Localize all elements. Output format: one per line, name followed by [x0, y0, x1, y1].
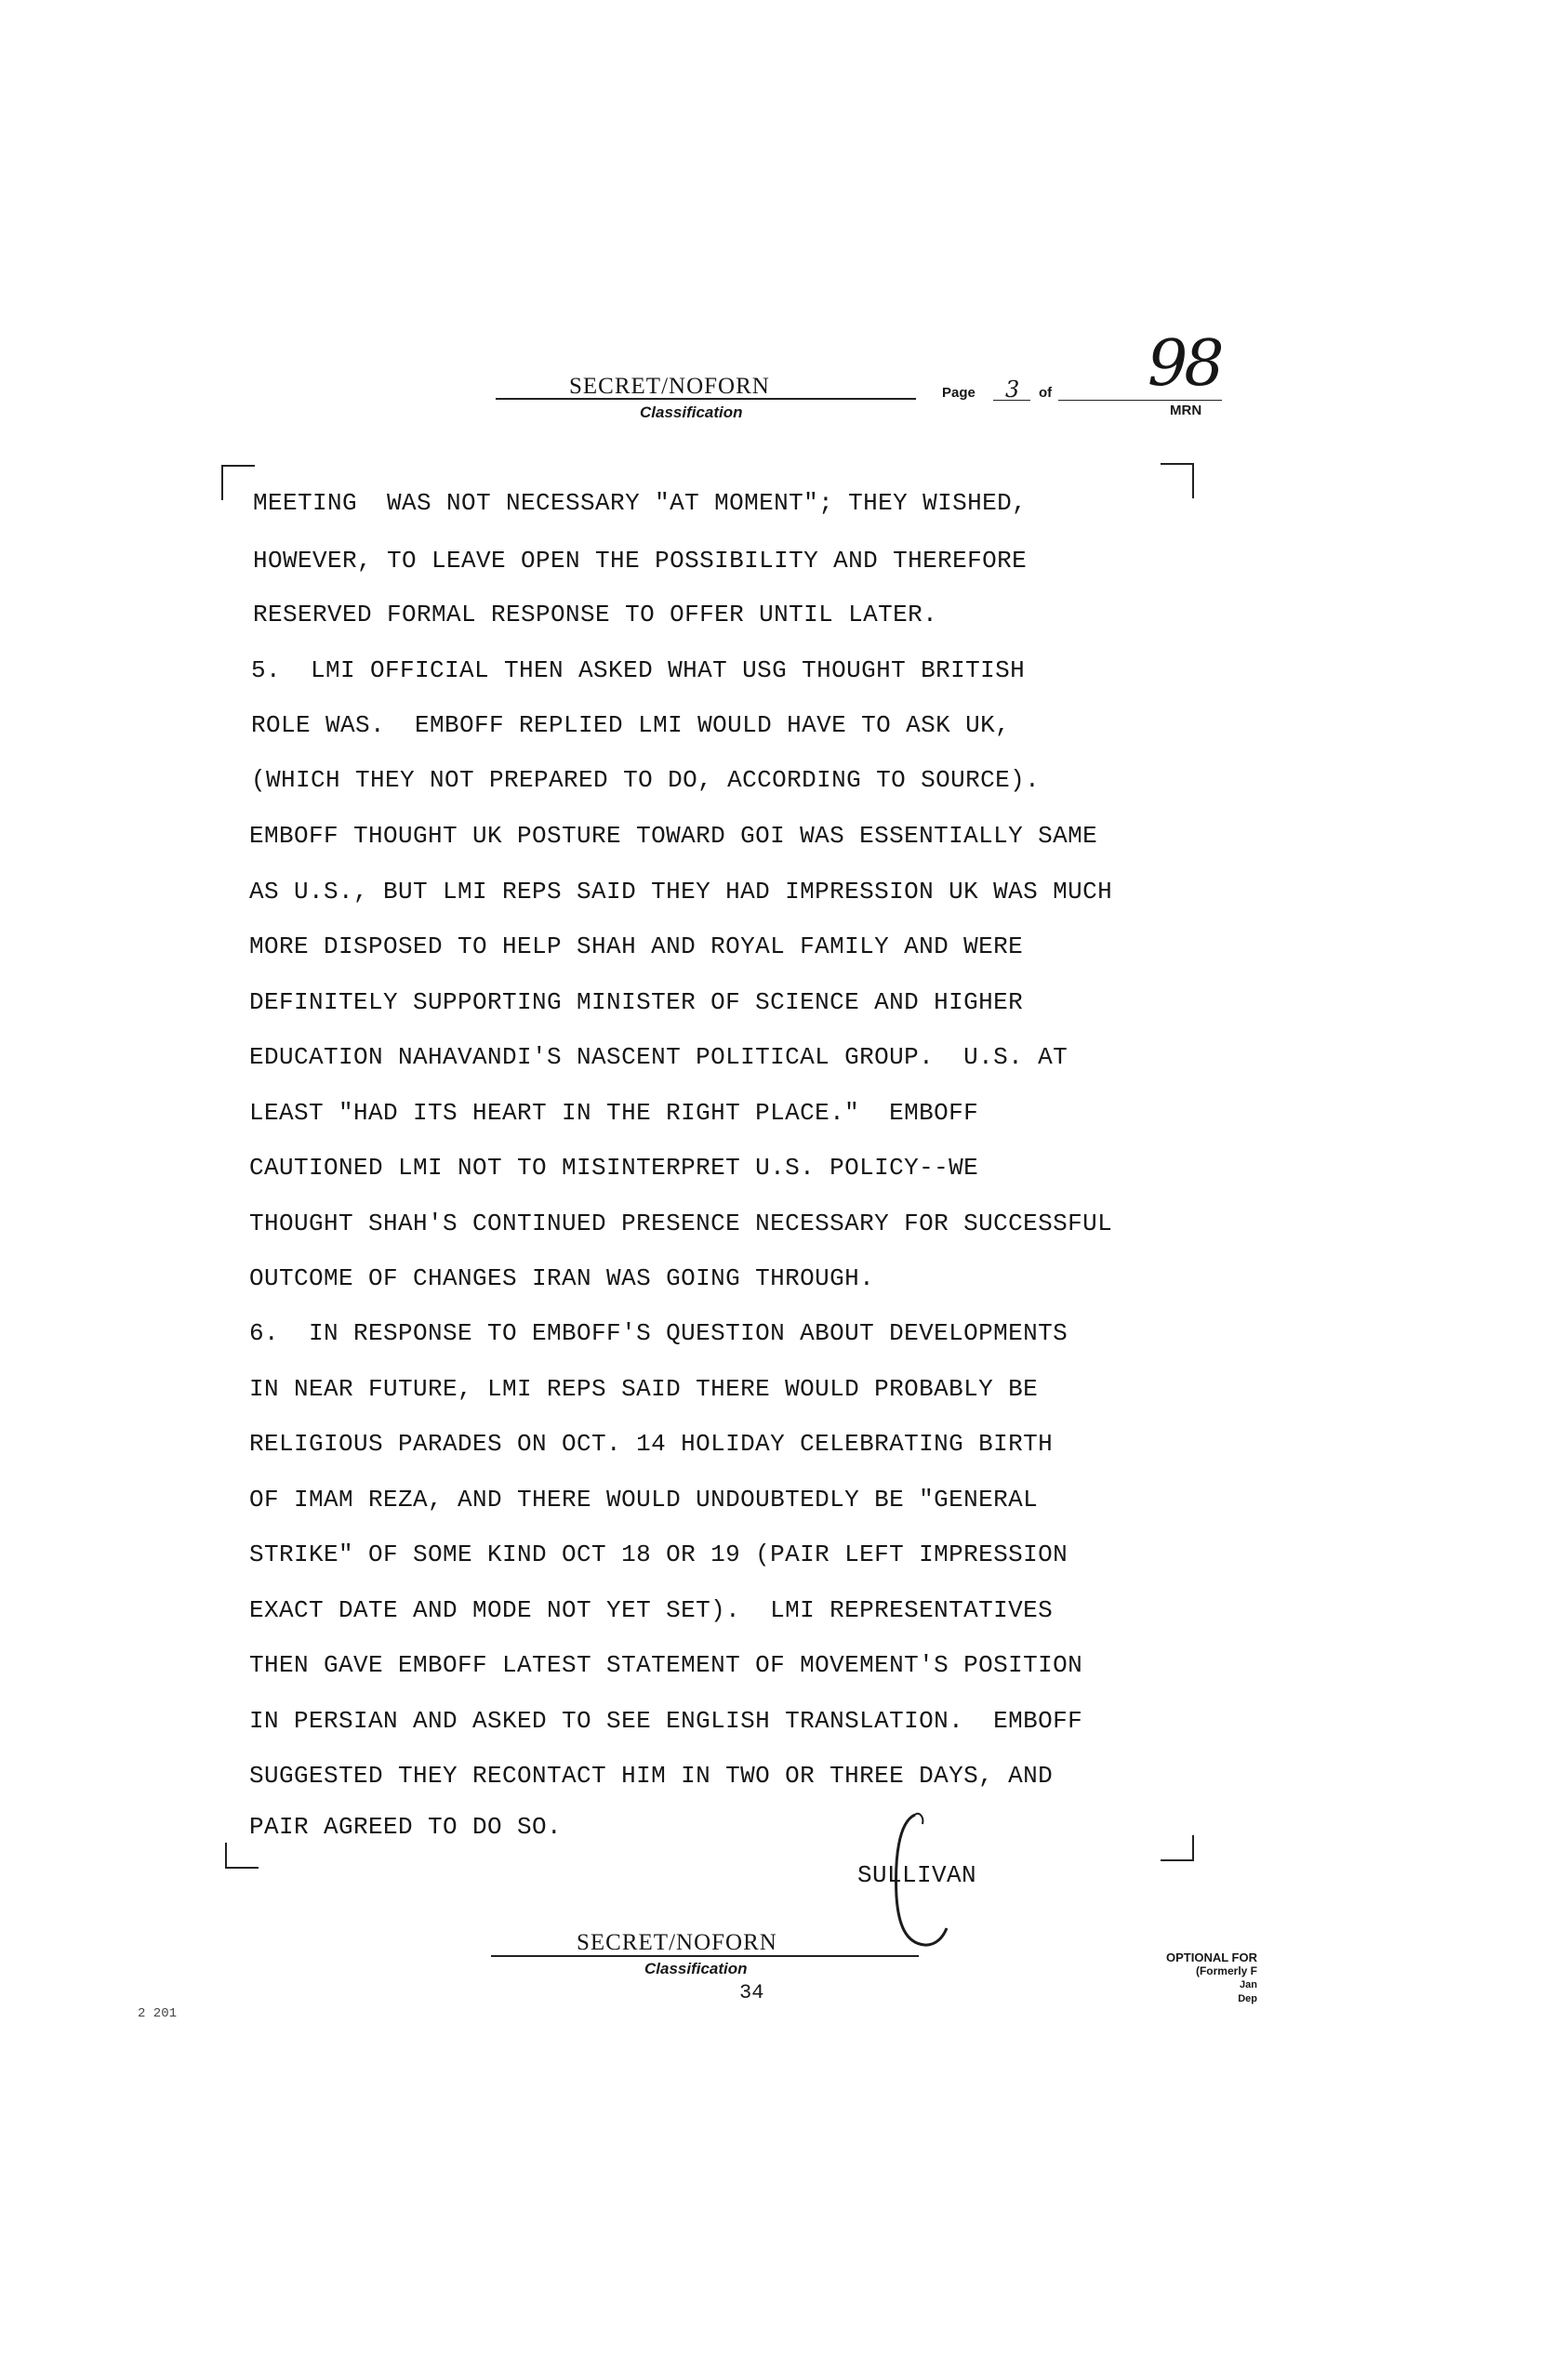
- body-line: 5. LMI OFFICIAL THEN ASKED WHAT USG THOUGHT BRITISH: [251, 656, 1026, 684]
- bracket-bottom-left: [225, 1843, 259, 1869]
- page-of-label: of: [1039, 385, 1053, 401]
- body-line: DEFINITELY SUPPORTING MINISTER OF SCIENCE AND HIGHER: [249, 988, 1024, 1016]
- form-note-line: (Formerly F: [1195, 1964, 1257, 1977]
- body-line: HOWEVER, TO LEAVE OPEN THE POSSIBILITY AND THEREFORE: [253, 547, 1028, 575]
- bracket-top-left: [221, 465, 255, 500]
- body-line: EXACT DATE AND MODE NOT YET SET). LMI REPRESENTATIVES: [249, 1596, 1054, 1624]
- body-line: (WHICH THEY NOT PREPARED TO DO, ACCORDING TO SOURCE).: [251, 766, 1041, 794]
- body-line: AS U.S., BUT LMI REPS SAID THEY HAD IMPRESSION UK WAS MUCH: [249, 878, 1113, 906]
- header-classification-caption: Classification: [640, 403, 743, 421]
- page-total-handwritten: 98: [1148, 327, 1221, 401]
- body-line: 6. IN RESPONSE TO EMBOFF'S QUESTION ABOUT DEVELOPMENTS: [249, 1319, 1068, 1347]
- page-label: Page: [942, 385, 975, 401]
- body-line: IN NEAR FUTURE, LMI REPS SAID THERE WOULD PROBABLY BE: [249, 1375, 1039, 1403]
- body-line: EMBOFF THOUGHT UK POSTURE TOWARD GOI WAS ESSENTIALLY SAME: [249, 822, 1098, 850]
- body-line: CAUTIONED LMI NOT TO MISINTERPRET U.S. POLICY--WE: [249, 1154, 979, 1182]
- body-line: OUTCOME OF CHANGES IRAN WAS GOING THROUGH.: [249, 1264, 875, 1292]
- bracket-bottom-right: [1161, 1835, 1194, 1861]
- mrn-label: MRN: [1170, 403, 1202, 418]
- body-line: OF IMAM REZA, AND THERE WOULD UNDOUBTEDLY BE "GENERAL: [249, 1486, 1039, 1514]
- body-line: STRIKE" OF SOME KIND OCT 18 OR 19 (PAIR LEFT IMPRESSION: [249, 1540, 1068, 1568]
- signature: SULLIVAN: [857, 1861, 977, 1889]
- body-line: EDUCATION NAHAVANDI'S NASCENT POLITICAL GROUP. U.S. AT: [249, 1043, 1068, 1071]
- body-line: RELIGIOUS PARADES ON OCT. 14 HOLIDAY CELEBRATING BIRTH: [249, 1430, 1054, 1458]
- footer-classification-caption: Classification: [644, 1960, 748, 1977]
- body-line: PAIR AGREED TO DO SO.: [249, 1813, 563, 1841]
- bracket-top-right: [1161, 463, 1194, 498]
- form-note-line: Dep: [1238, 1993, 1257, 2004]
- left-margin-stamp: 2 201: [138, 2006, 178, 2021]
- footer-classification: SECRET/NOFORN: [577, 1930, 777, 1955]
- header-classification: SECRET/NOFORN: [569, 374, 770, 399]
- body-line: MEETING WAS NOT NECESSARY "AT MOMENT"; THEY WISHED,: [253, 489, 1028, 517]
- body-line: IN PERSIAN AND ASKED TO SEE ENGLISH TRANSLATION. EMBOFF: [249, 1707, 1083, 1735]
- body-line: THEN GAVE EMBOFF LATEST STATEMENT OF MOVEMENT'S POSITION: [249, 1651, 1083, 1679]
- body-line: LEAST "HAD ITS HEART IN THE RIGHT PLACE." EMBOFF: [249, 1099, 979, 1127]
- body-line: RESERVED FORMAL RESPONSE TO OFFER UNTIL LATER.: [253, 601, 938, 628]
- page-current-rule: [993, 400, 1030, 401]
- body-line: ROLE WAS. EMBOFF REPLIED LMI WOULD HAVE TO ASK UK,: [251, 711, 1011, 739]
- form-note-line: OPTIONAL FOR: [1166, 1950, 1257, 1964]
- form-note-line: Jan: [1240, 1979, 1257, 1990]
- body-line: SUGGESTED THEY RECONTACT HIM IN TWO OR THREE DAYS, AND: [249, 1762, 1054, 1790]
- optional-form-note: [1088, 1950, 1257, 2006]
- body-line: MORE DISPOSED TO HELP SHAH AND ROYAL FAMILY AND WERE: [249, 932, 1024, 960]
- footer-page-number: 34: [739, 1981, 764, 2004]
- handwritten-initial-mark: [878, 1804, 952, 1962]
- body-line: THOUGHT SHAH'S CONTINUED PRESENCE NECESSARY FOR SUCCESSFUL: [249, 1210, 1113, 1237]
- page-current: 3: [1005, 377, 1020, 403]
